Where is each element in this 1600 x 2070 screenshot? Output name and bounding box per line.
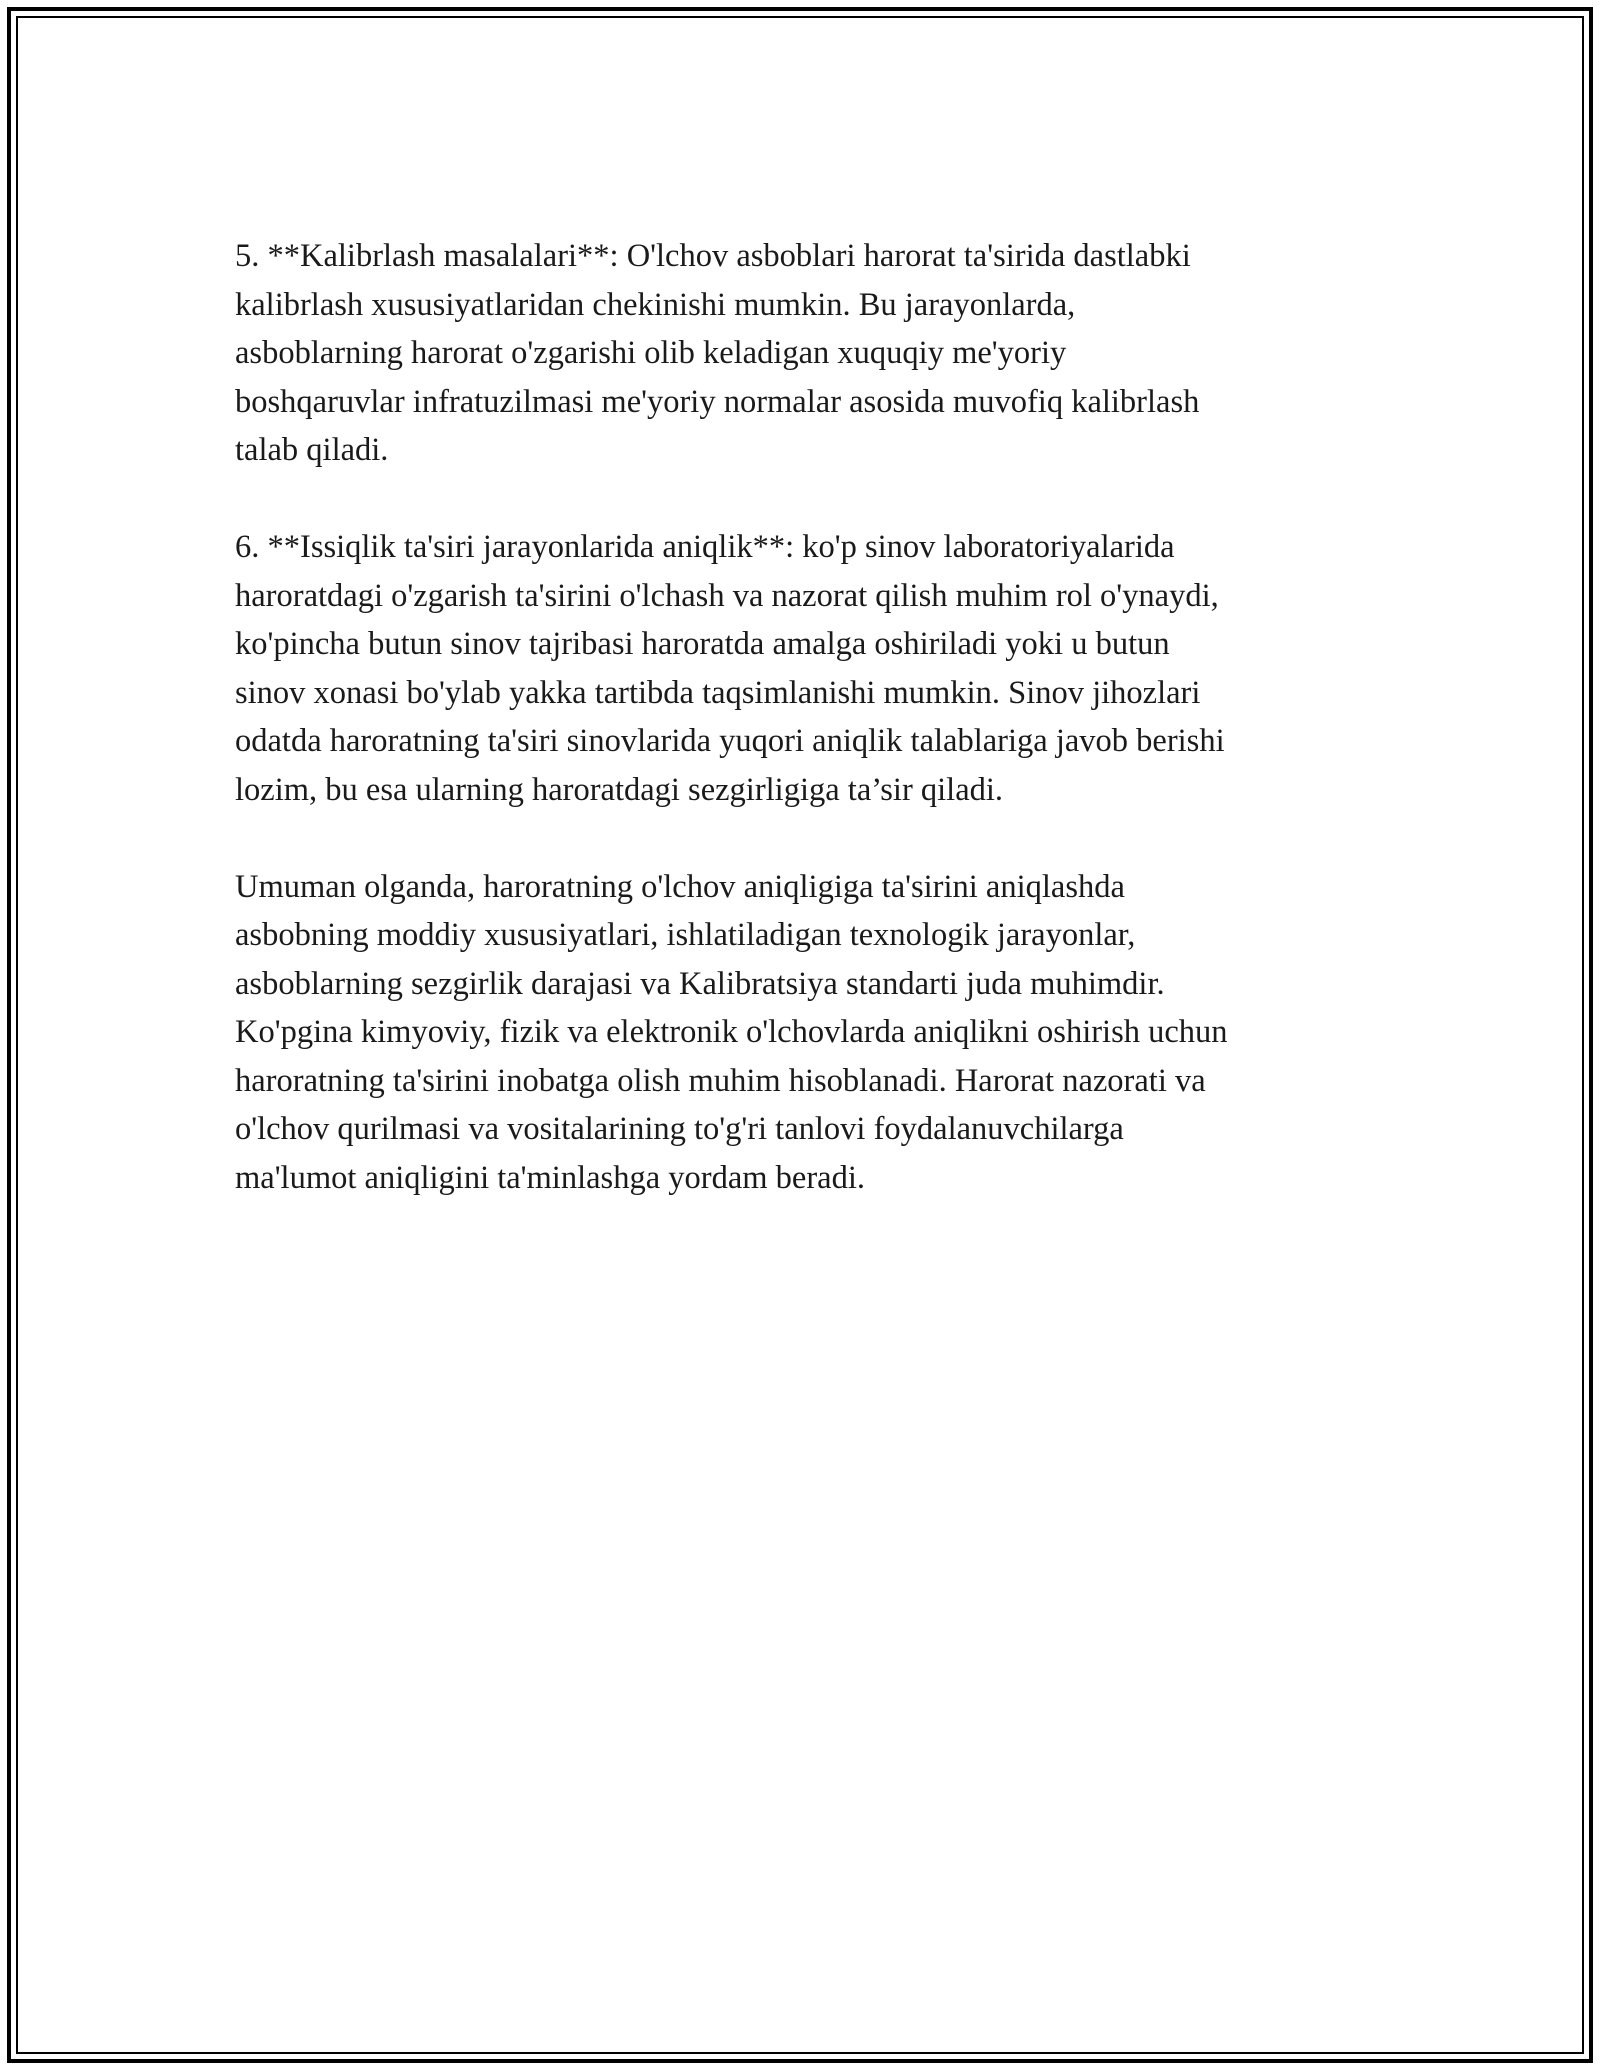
- text-line: kalibrlash xususiyatlaridan chekinishi mumkin. Bu jarayonlarda,: [235, 286, 1076, 323]
- text-line: asboblarning sezgirlik darajasi va Kalibratsiya standarti juda muhimdir.: [235, 965, 1165, 1002]
- text-line: Ko'pgina kimyoviy, fizik va elektronik o'lchovlarda aniqlikni oshirish uchun: [235, 1014, 1228, 1050]
- text-line: odatda haroratning ta'siri sinovlarida yuqori aniqlik talablariga javob berishi: [235, 723, 1225, 759]
- text-line: talab qiladi.: [235, 432, 389, 468]
- text-line: ma'lumot aniqligini ta'minlashga yordam beradi.: [235, 1159, 865, 1196]
- paragraph-conclusion: [235, 863, 1365, 1203]
- text-line: 6. **Issiqlik ta'siri jarayonlarida aniqlik**: ko'p sinov laboratoriyalarida: [235, 529, 1175, 565]
- text-line: haroratdagi o'zgarish ta'sirini o'lchash va nazorat qilish muhim rol o'ynaydi,: [235, 577, 1219, 614]
- document-body: [235, 232, 1365, 1251]
- text-line: 5. **Kalibrlash masalalari**: O'lchov asboblari harorat ta'sirida dastlabki: [235, 238, 1191, 274]
- text-line: asboblarning harorat o'zgarishi olib keladigan xuquqiy me'yoriy: [235, 335, 1067, 371]
- text-line: haroratning ta'sirini inobatga olish muhim hisoblanadi. Harorat nazorati va: [235, 1062, 1206, 1099]
- text-line: ko'pincha butun sinov tajribasi haroratda amalga oshiriladi yoki u butun: [235, 626, 1170, 662]
- text-line: boshqaruvlar infratuzilmasi me'yoriy normalar asosida muvofiq kalibrlash: [235, 383, 1200, 420]
- paragraph-calibration-issues: [235, 232, 1365, 475]
- text-line: asbobning moddiy xususiyatlari, ishlatiladigan texnologik jarayonlar,: [235, 917, 1136, 953]
- paragraph-thermal-accuracy: [235, 523, 1365, 814]
- text-line: o'lchov qurilmasi va vositalarining to'g'ri tanlovi foydalanuvchilarga: [235, 1111, 1124, 1147]
- text-line: sinov xonasi bo'ylab yakka tartibda taqsimlanishi mumkin. Sinov jihozlari: [235, 674, 1201, 711]
- text-line: lozim, bu esa ularning haroratdagi sezgirligiga ta’sir qiladi.: [235, 771, 1004, 808]
- text-line: Umuman olganda, haroratning o'lchov aniqligiga ta'sirini aniqlashda: [235, 868, 1125, 905]
